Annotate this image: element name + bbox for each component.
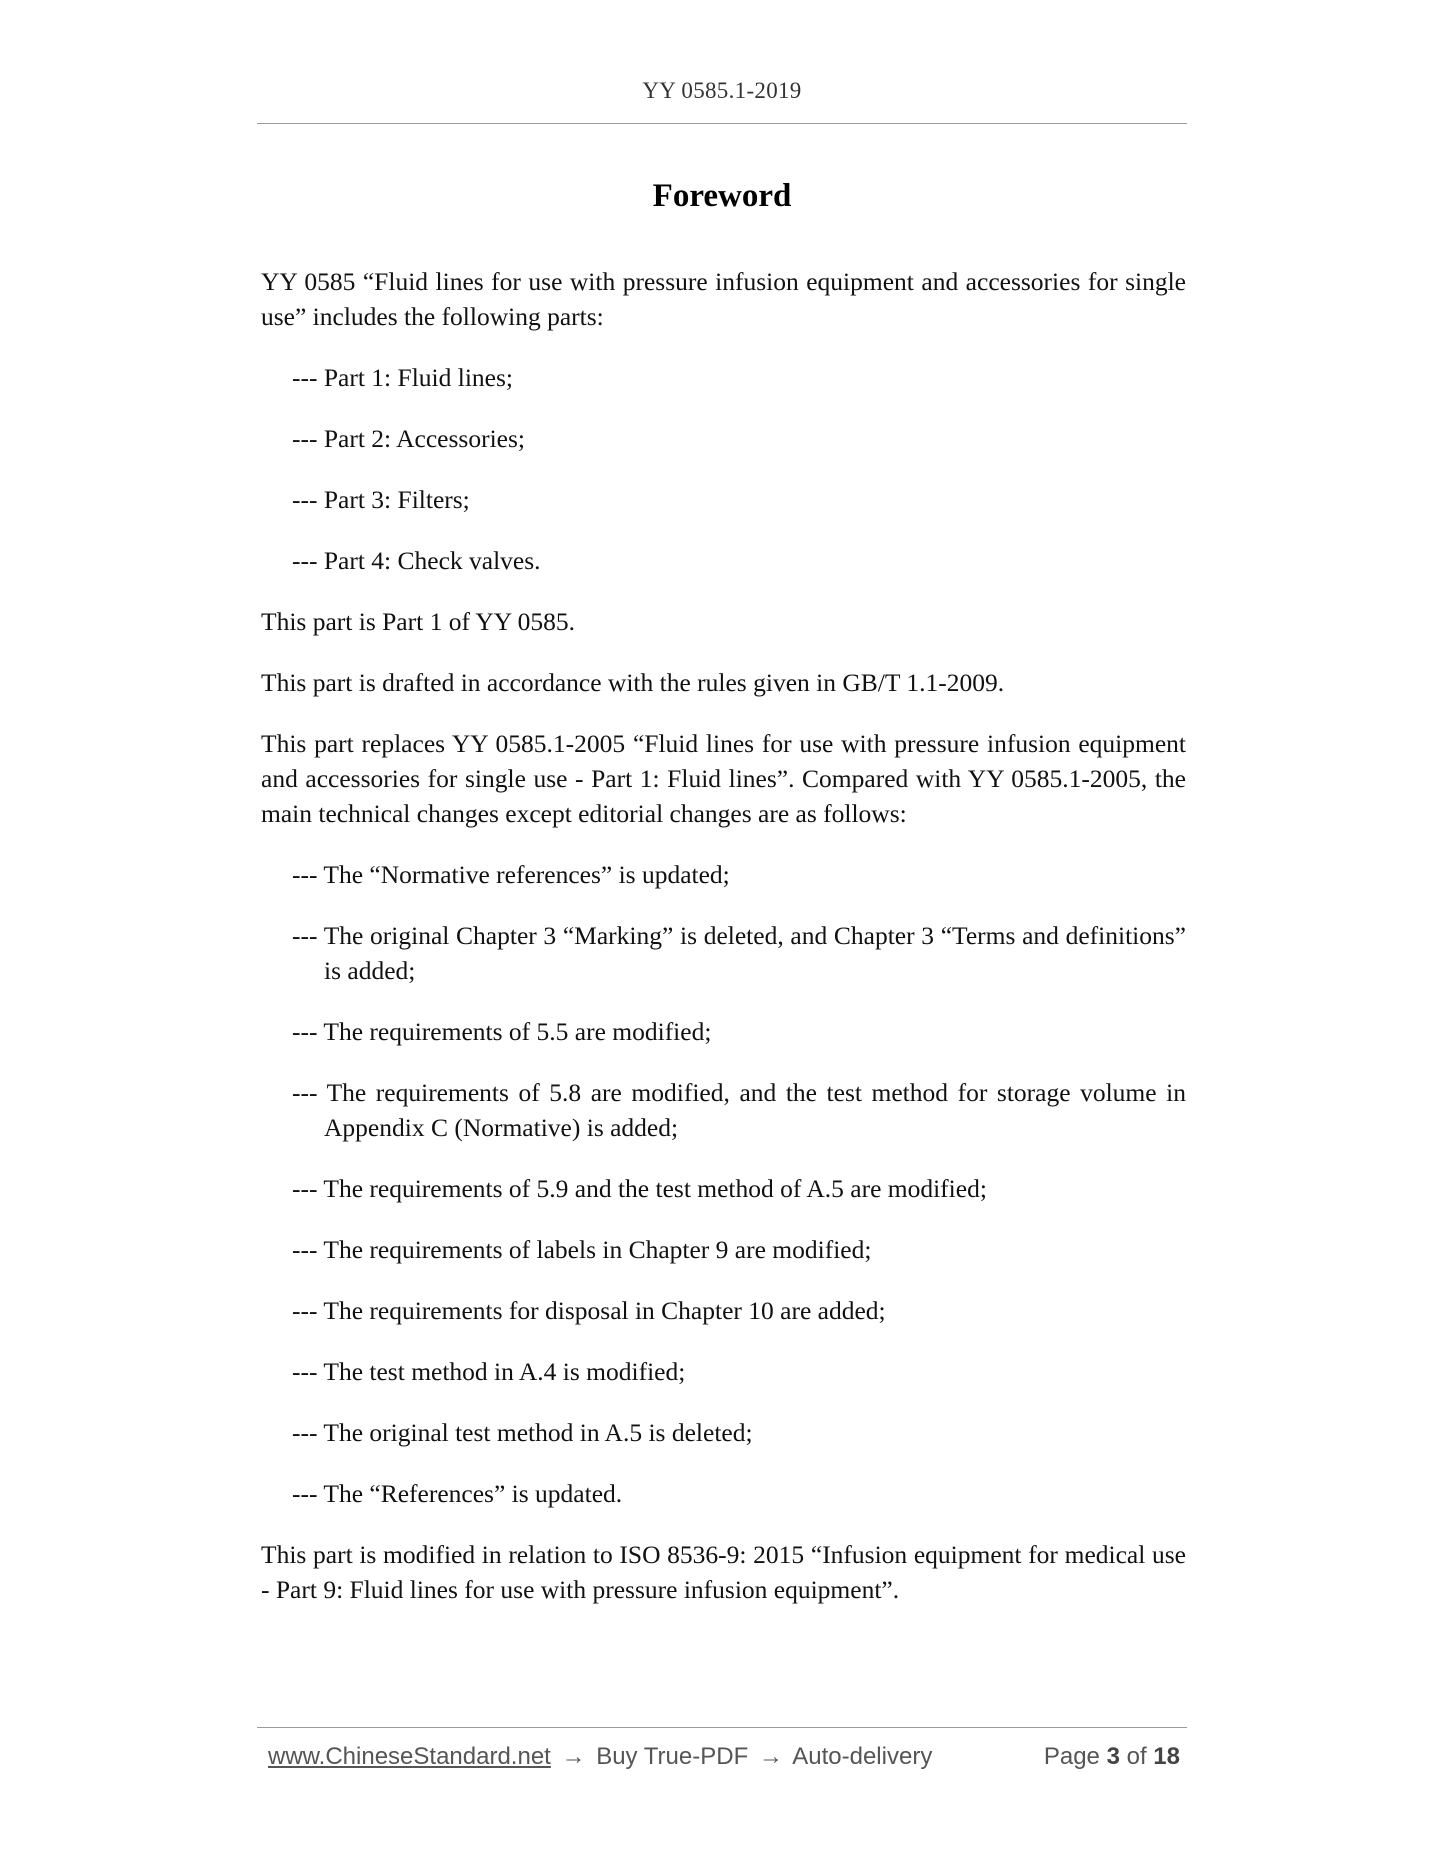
change-list-item: --- The requirements of 5.8 are modified, and the test method for storage volume in Appendix C (Normative) is added; [292, 1078, 1186, 1142]
part-list-item: --- Part 2: Accessories; [292, 424, 525, 453]
part-list-item: --- Part 3: Filters; [292, 485, 470, 514]
intro-paragraph: YY 0585 “Fluid lines for use with pressure infusion equipment and accessories for single use” includes the following parts: [261, 267, 1186, 331]
footer-divider [257, 1727, 1187, 1728]
change-list-item: --- The original test method in A.5 is deleted; [292, 1418, 753, 1447]
part-number-paragraph: This part is Part 1 of YY 0585. [261, 607, 575, 636]
change-list-item: --- The original Chapter 3 “Marking” is deleted, and Chapter 3 “Terms and definitions” is added; [292, 921, 1186, 985]
change-list-item: --- The requirements of labels in Chapter 9 are modified; [292, 1235, 872, 1264]
replaces-paragraph: This part replaces YY 0585.1-2005 “Fluid lines for use with pressure infusion equipment and accessories for single use - Part 1: Fluid lines”. Compared with YY 0585.1-2005, the main technical changes except editorial changes are as follows: [261, 729, 1186, 828]
page-indicator [1044, 1743, 1180, 1771]
change-list-item: --- The test method in A.4 is modified; [292, 1357, 686, 1386]
iso-relation-paragraph: This part is modified in relation to ISO 8536-9: 2015 “Infusion equipment for medical use - Part 9: Fluid lines for use with pressure infusion equipment”. [261, 1540, 1186, 1604]
buy-label: Buy True-PDF [596, 1743, 749, 1770]
page-title: Foreword [652, 178, 792, 214]
document-id-header: YY 0585.1-2019 [642, 78, 802, 103]
drafting-rules-paragraph: This part is drafted in accordance with the rules given in GB/T 1.1-2009. [261, 668, 1005, 697]
header-divider [257, 123, 1187, 124]
delivery-label: Auto-delivery [792, 1743, 933, 1770]
part-list-item: --- Part 4: Check valves. [292, 546, 541, 575]
document-body [261, 264, 1186, 1633]
page-of-label: of [1126, 1743, 1147, 1770]
arrow-right-icon: → [561, 1743, 586, 1770]
page-current: 3 [1106, 1743, 1120, 1770]
arrow-right-icon: → [758, 1743, 783, 1770]
change-list-item: --- The “Normative references” is updated; [292, 860, 730, 889]
page-label: Page [1043, 1743, 1100, 1770]
page-footer [268, 1743, 1180, 1771]
site-link[interactable]: www.ChineseStandard.net [268, 1743, 551, 1770]
part-list-item: --- Part 1: Fluid lines; [292, 363, 513, 392]
page-total: 18 [1153, 1743, 1180, 1770]
change-list-item: --- The “References” is updated. [292, 1479, 623, 1508]
change-list-item: --- The requirements of 5.9 and the test method of A.5 are modified; [292, 1174, 987, 1203]
change-list-item: --- The requirements of 5.5 are modified; [292, 1017, 712, 1046]
change-list-item: --- The requirements for disposal in Chapter 10 are added; [292, 1296, 886, 1325]
